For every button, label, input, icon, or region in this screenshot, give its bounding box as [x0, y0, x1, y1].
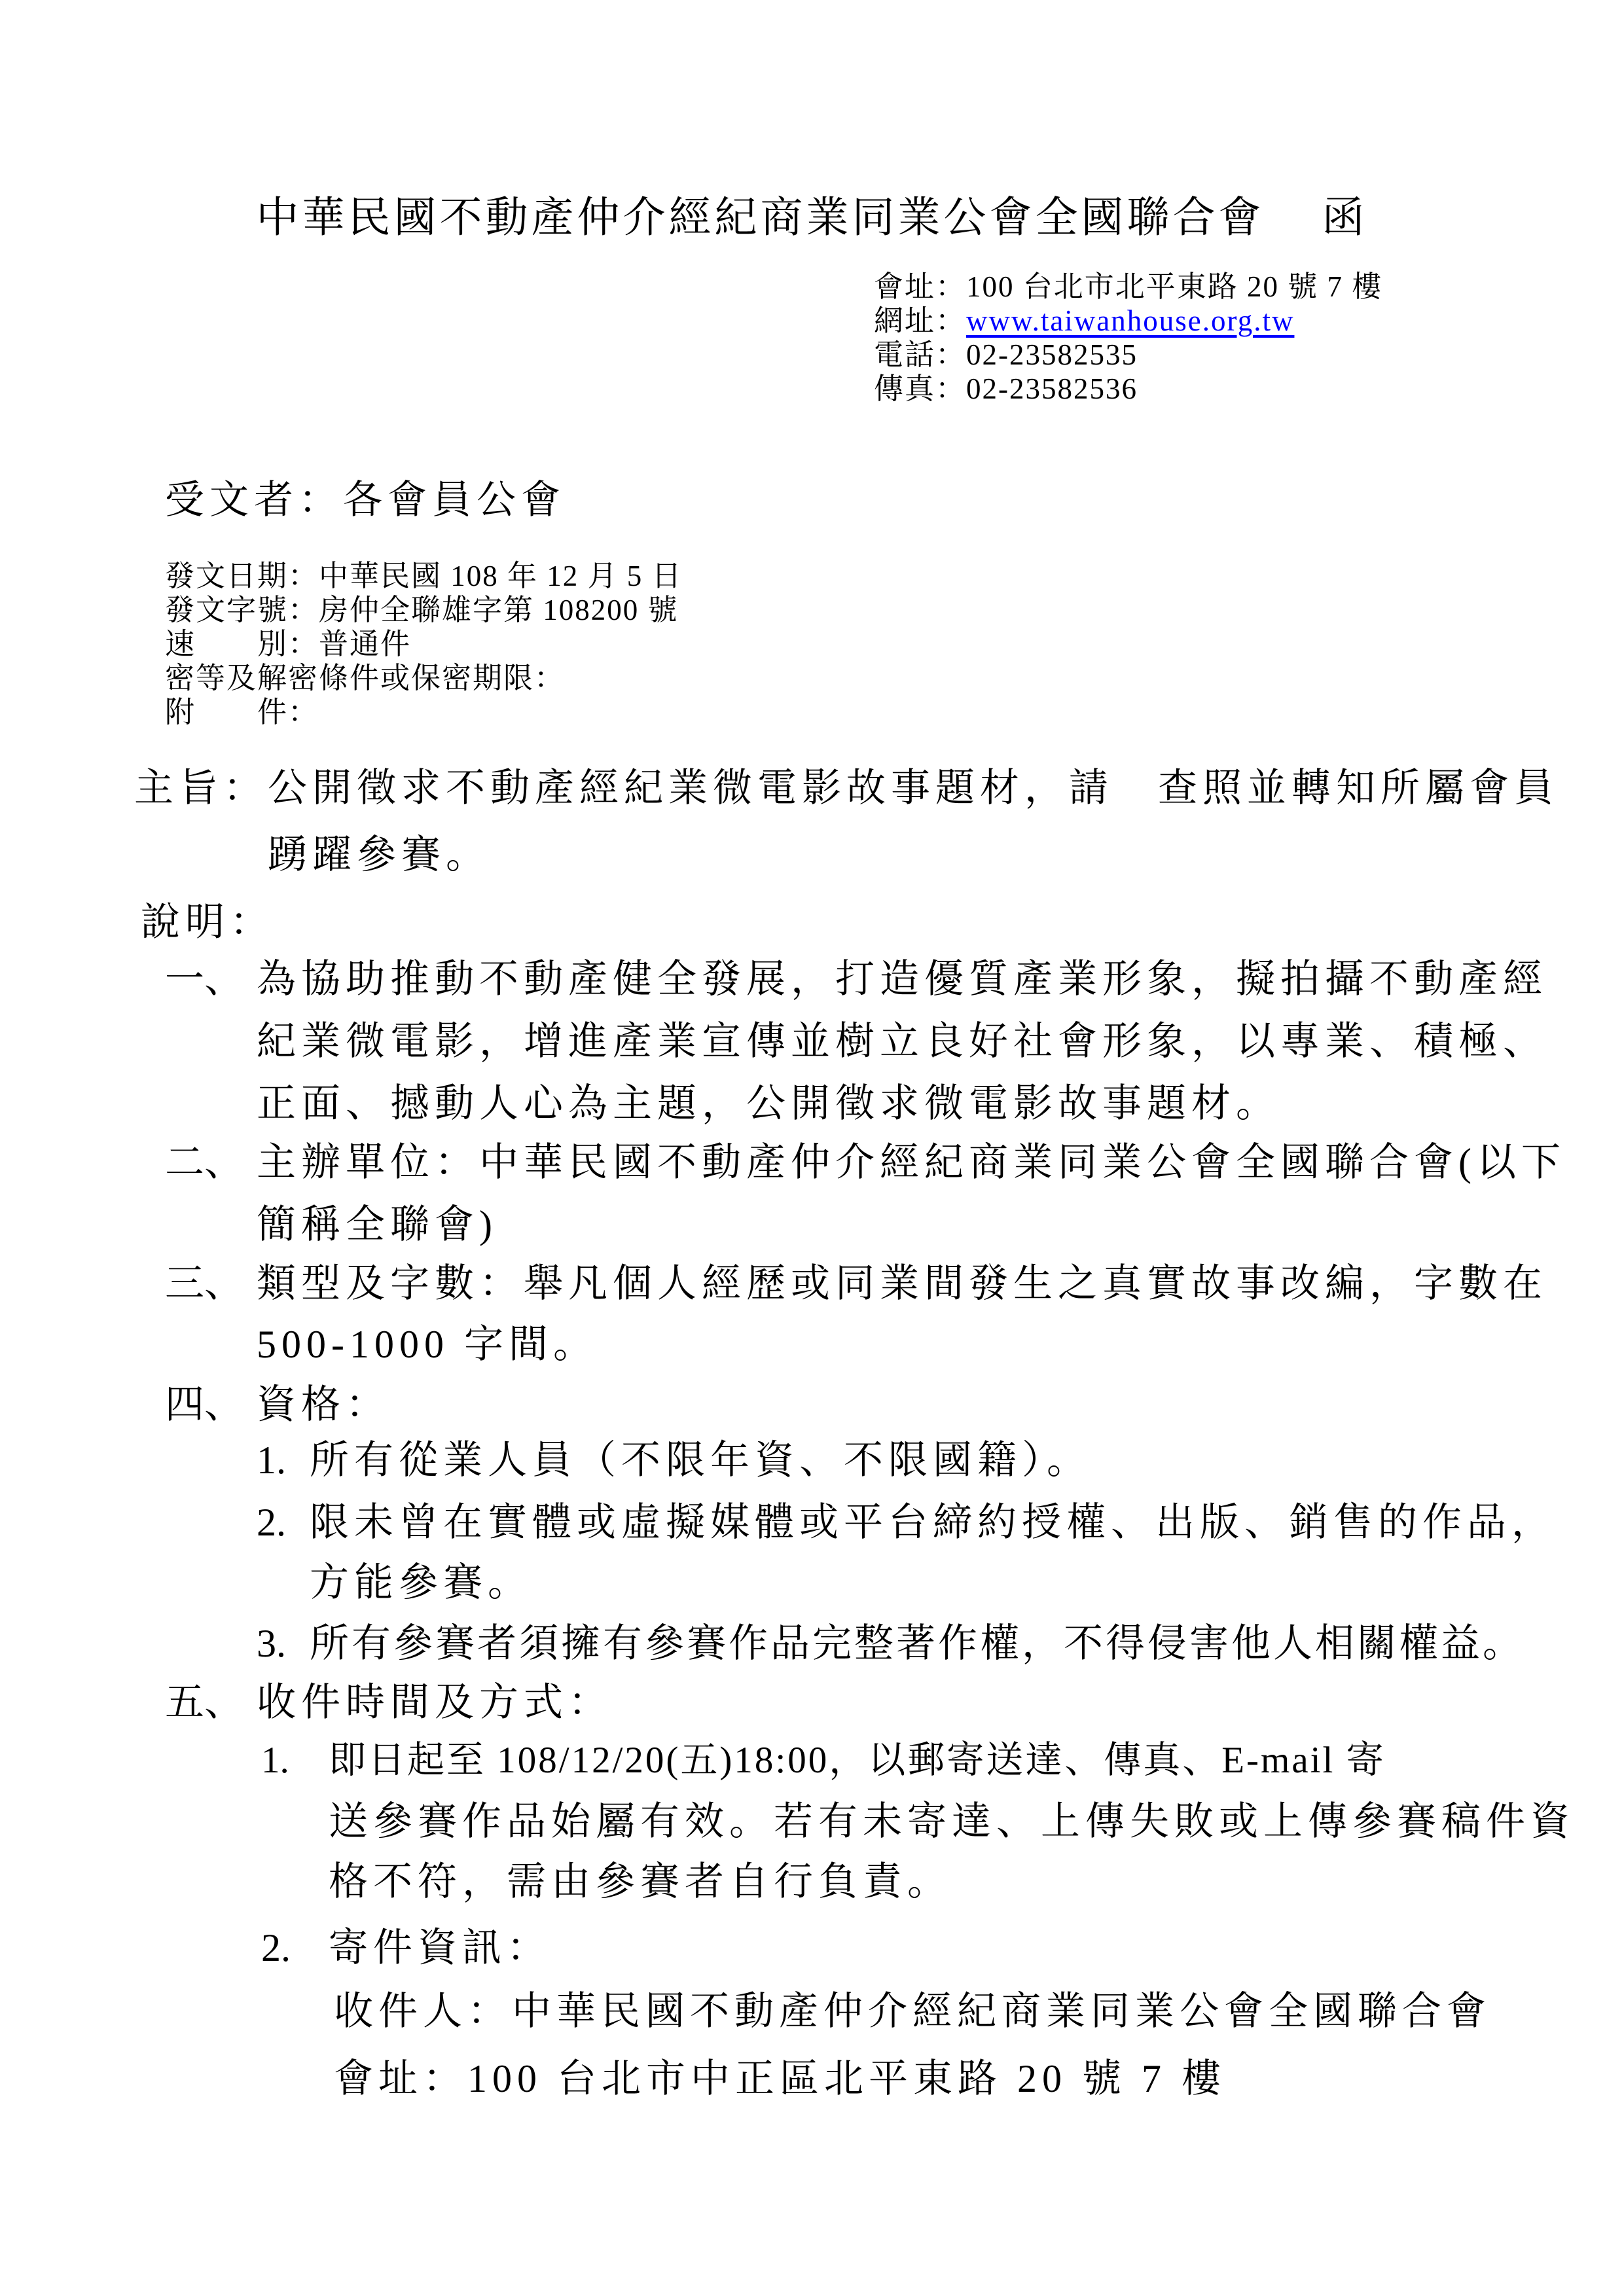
section-2-line-2: 簡稱全聯會) [257, 1203, 497, 1246]
section-1-text: 為協助推動不動產健全發展，打造優質產業形象，擬拍攝不動產經 [257, 958, 1547, 1001]
section-5-sub-1-number: 1. [261, 1740, 289, 1781]
doc-type-label: 函 [1322, 194, 1368, 242]
meta-block [165, 559, 683, 729]
section-4-sub-2-text: 限未曾在實體或虛擬媒體或平台締約授權、出版、銷售的作品， [310, 1501, 1556, 1544]
section-4-sub-1-number: 1. [257, 1439, 286, 1482]
meta-date-value: 中華民國 108 年 12 月 5 日 [319, 560, 683, 592]
website-label: 網址： [874, 304, 967, 337]
org-name: 中華民國不動產仲介經紀商業同業公會全國聯合會 [256, 194, 1265, 242]
section-4-sub-2 [257, 1500, 1556, 1545]
fax-label: 傳真： [874, 372, 967, 405]
meta-date-label: 發文日期： [165, 560, 319, 592]
section-1-number: 一、 [165, 958, 244, 1001]
section-3-line-1 [165, 1261, 1547, 1306]
contact-address-line [874, 270, 1382, 304]
section-5-sub-1-text: 即日起至 108/12/20(五)18:00，以郵寄送達、傳真、E-mail 寄 [329, 1740, 1386, 1781]
meta-priority-label: 速 別： [165, 628, 319, 660]
recipient-label: 受文者： [165, 478, 343, 522]
recipient-line [165, 478, 566, 523]
meta-docnumber-value: 房仲全聯雄字第 108200 號 [319, 594, 679, 626]
section-4-sub-3-number: 3. [257, 1622, 286, 1665]
section-4-sub-1-text: 所有從業人員（不限年資、不限國籍）。 [310, 1439, 1091, 1482]
meta-docnumber-label: 發文字號： [165, 594, 319, 626]
meta-priority-line [165, 627, 683, 661]
section-2-text: 主辦單位：中華民國不動產仲介經紀商業同業公會全國聯合會(以下 [257, 1141, 1566, 1184]
meta-attachment-label: 附 件： [165, 696, 319, 728]
contact-website-line [874, 304, 1382, 338]
section-1-line-2: 紀業微電影，增進產業宣傳並樹立良好社會形象，以專業、積極、 [257, 1020, 1547, 1063]
section-5-text: 收件時間及方式： [257, 1681, 613, 1724]
section-5-sub-2-text: 寄件資訊： [329, 1926, 551, 1969]
section-1-line-3: 正面、撼動人心為主題，公開徵求微電影故事題材。 [257, 1082, 1280, 1125]
contact-fax-line [874, 372, 1382, 406]
meta-attachment-line [165, 695, 683, 729]
section-4-sub-1 [257, 1438, 1091, 1483]
section-5-heading [165, 1680, 613, 1725]
section-2-number: 二、 [165, 1141, 244, 1184]
section-4-heading [165, 1382, 390, 1427]
meta-priority-value: 普通件 [319, 628, 412, 660]
phone-value: 02-23582535 [966, 338, 1138, 371]
subject-line-1 [134, 766, 1559, 811]
document-title [0, 194, 1624, 243]
section-5-sub-1-line-2: 送參賽作品始屬有效。若有未寄達、上傳失敗或上傳參賽稿件資 [329, 1800, 1575, 1843]
subject-label: 主旨： [134, 766, 268, 810]
meta-security-label: 密等及解密條件或保密期限： [165, 662, 566, 694]
section-4-sub-2-number: 2. [257, 1501, 286, 1544]
meta-security-line [165, 661, 683, 695]
section-5-number: 五、 [165, 1681, 244, 1724]
address-label: 會址： [874, 270, 967, 303]
section-3-number: 三、 [165, 1262, 244, 1305]
section-5-recipient-line: 收件人：中華民國不動產仲介經紀商業同業公會全國聯合會 [334, 1990, 1491, 2033]
contact-block [874, 270, 1382, 406]
section-5-sub-1-line-3: 格不符，需由參賽者自行負責。 [329, 1860, 952, 1903]
subject-text: 公開徵求不動產經紀業微電影故事題材，請 查照並轉知所屬會員 [268, 766, 1559, 810]
section-5-address-line: 會址：100 台北市中正區北平東路 20 號 7 樓 [334, 2057, 1226, 2100]
phone-label: 電話： [874, 338, 967, 371]
section-3-line-2: 500-1000 字間。 [257, 1323, 598, 1366]
website-link[interactable]: www.taiwanhouse.org.tw [966, 304, 1295, 337]
fax-value: 02-23582536 [966, 372, 1138, 405]
explanation-label: 說明： [141, 901, 274, 944]
section-4-number: 四、 [165, 1383, 244, 1426]
address-value: 100 台北市北平東路 20 號 7 樓 [966, 270, 1383, 303]
section-1-line-1 [165, 957, 1547, 1002]
subject-line-2: 踴躍參賽。 [268, 833, 490, 876]
section-5-sub-2-number: 2. [261, 1926, 291, 1969]
section-2-line-1 [165, 1140, 1566, 1185]
contact-phone-line [874, 338, 1382, 372]
section-5-sub-1 [261, 1739, 1386, 1782]
recipient-value: 各會員公會 [343, 478, 566, 522]
section-4-sub-3-text: 所有參賽者須擁有參賽作品完整著作權，不得侵害他人相關權益。 [310, 1622, 1525, 1665]
section-4-text: 資格： [257, 1383, 390, 1426]
meta-date-line [165, 559, 683, 593]
section-4-sub-3 [257, 1621, 1525, 1666]
section-3-text: 類型及字數：舉凡個人經歷或同業間發生之真實故事改編，字數在 [257, 1262, 1547, 1305]
section-4-sub-2-line-2: 方能參賽。 [310, 1561, 532, 1604]
meta-docnumber-line [165, 593, 683, 627]
section-5-sub-2 [261, 1926, 551, 1971]
